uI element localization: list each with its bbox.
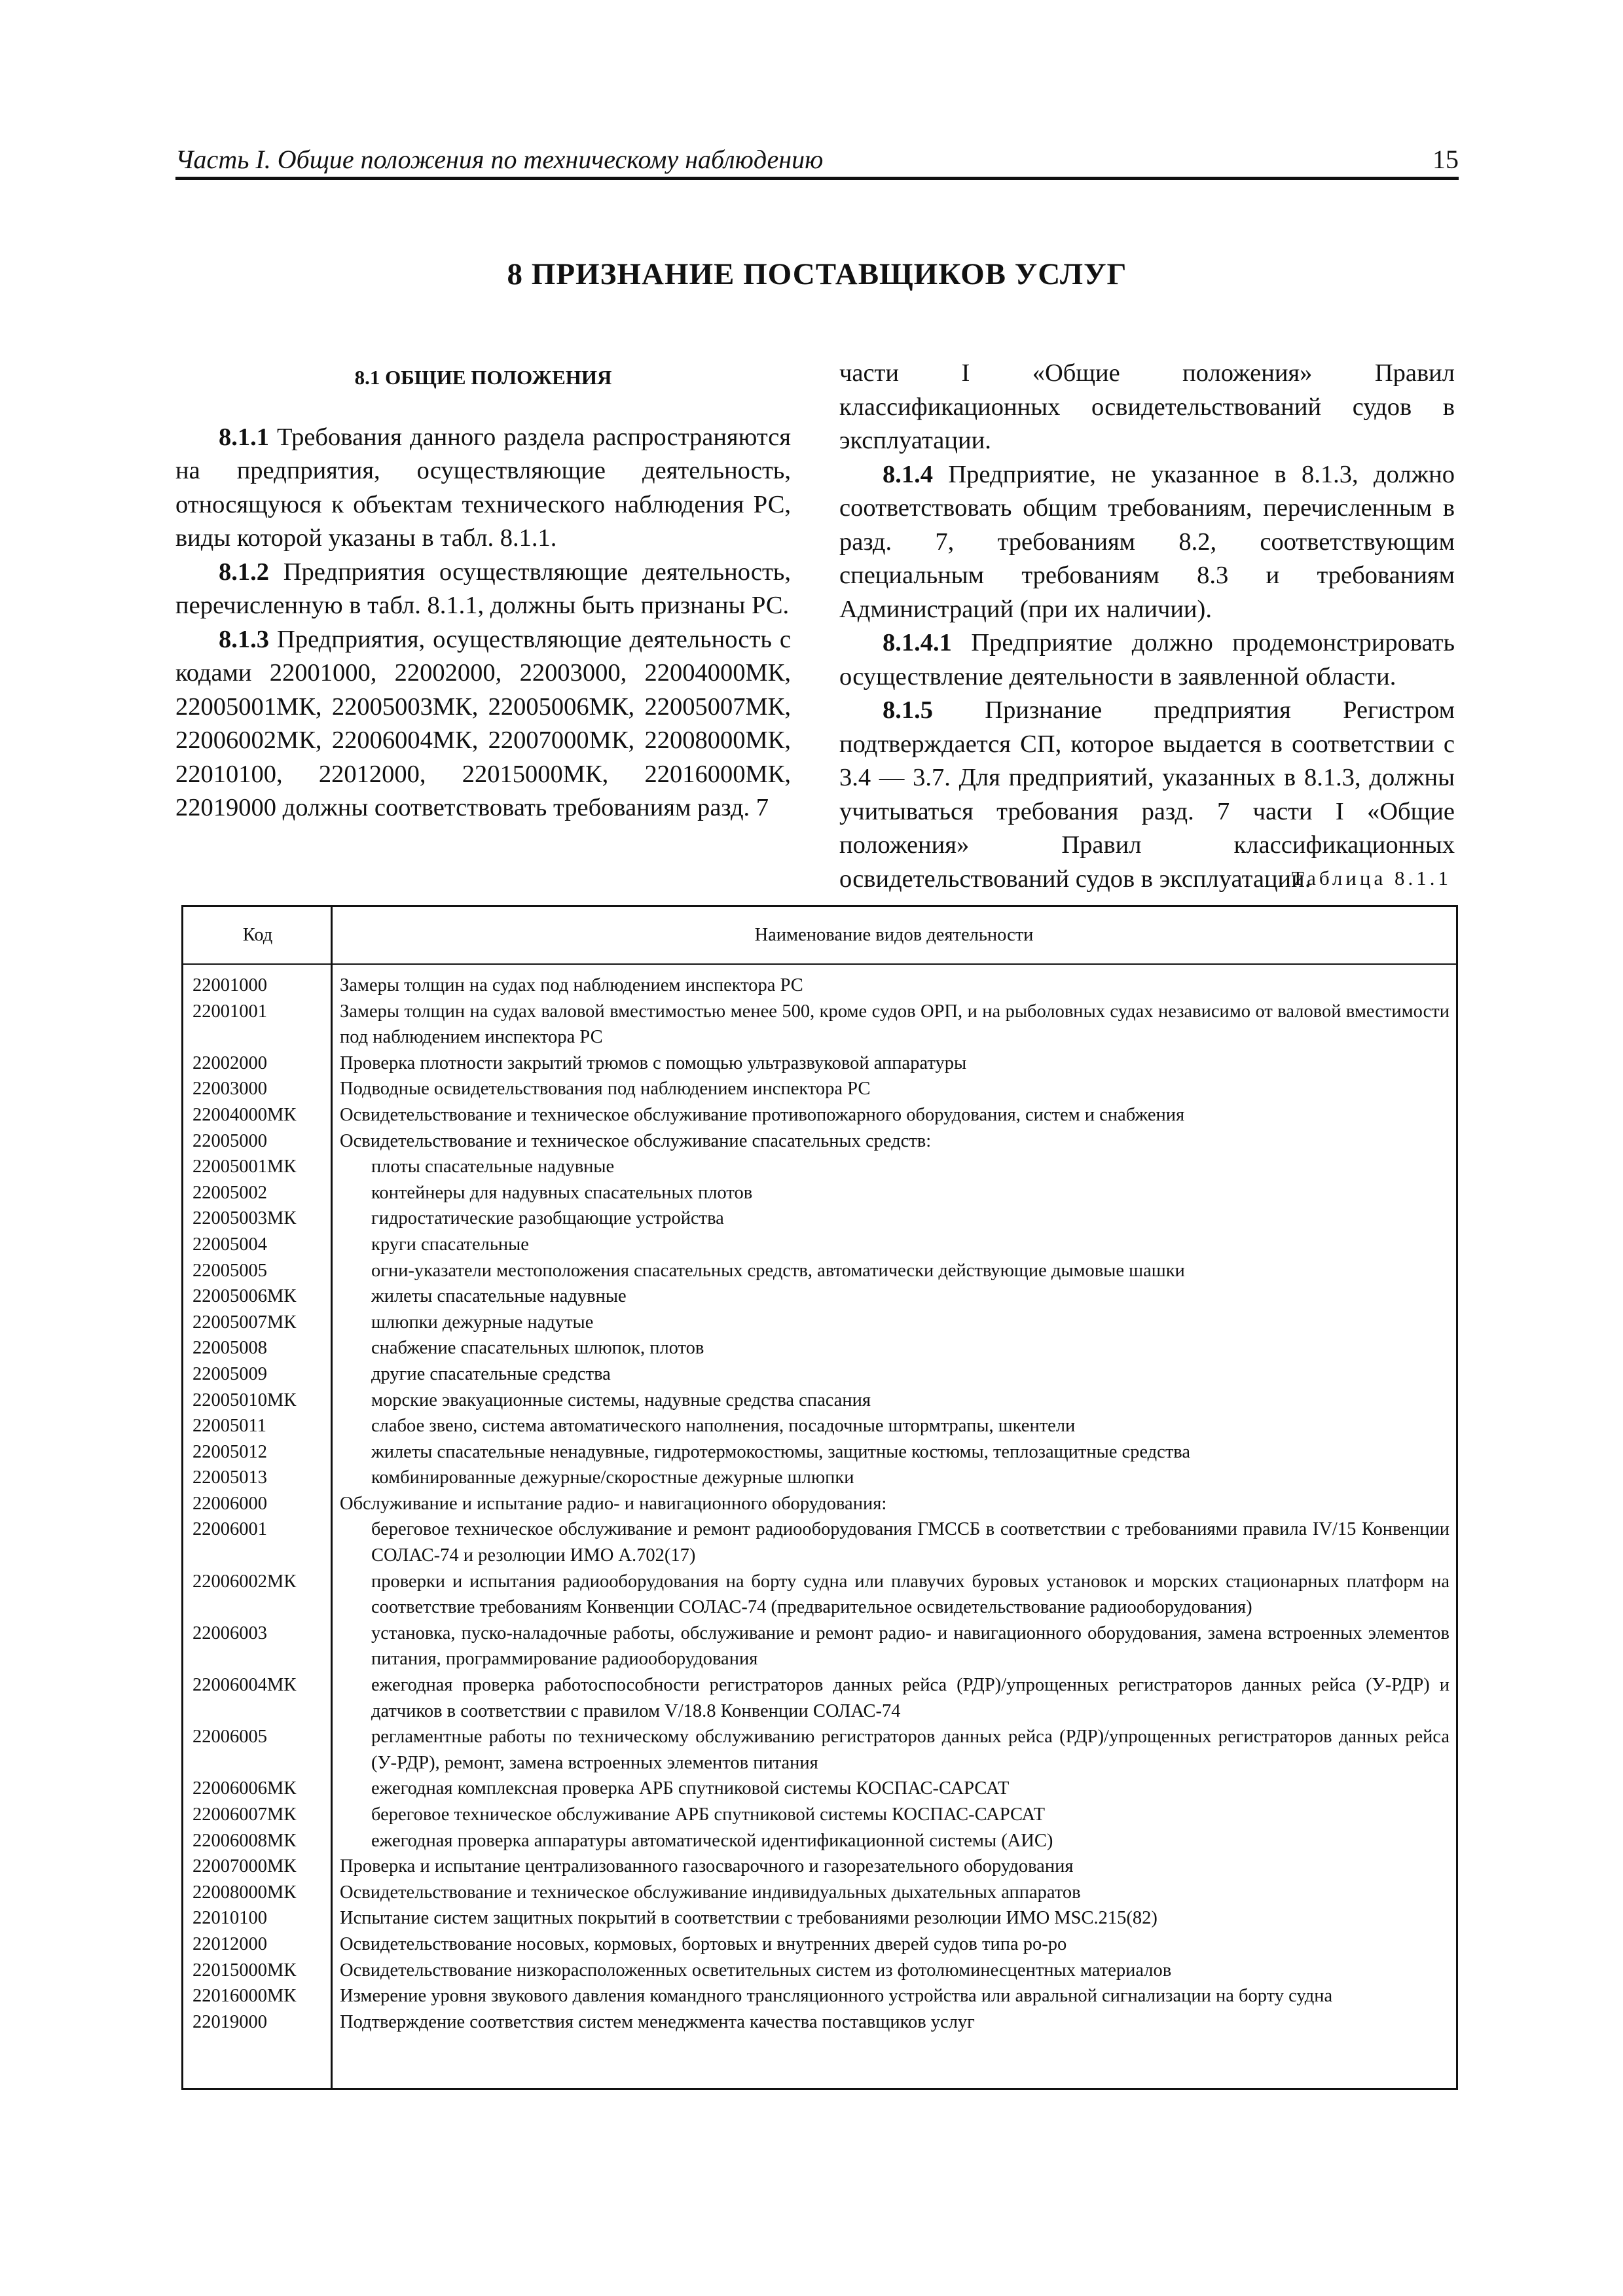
chapter-title: 8 ПРИЗНАНИЕ ПОСТАВЩИКОВ УСЛУГ (507, 257, 1127, 291)
table-row (183, 1802, 1456, 1828)
table-row (183, 1310, 1456, 1336)
activity-name: контейнеры для надувных спасательных плотов (371, 1182, 753, 1203)
activity-code: 22006004МК (192, 1675, 297, 1696)
activity-code: 22005008 (192, 1338, 267, 1359)
activity-code: 22005007МК (192, 1312, 297, 1333)
activity-code: 22005009 (192, 1363, 267, 1384)
table-row (183, 1905, 1456, 1931)
text-column-left (175, 357, 791, 825)
activity-name: установка, пуско-наладочные работы, обслуживание и ремонт радио- и навигационного оборудования, замена встроенных элементов питания, программирование радиооборудования (371, 1623, 1450, 1670)
activity-code: 22008000МК (192, 1882, 297, 1903)
table-row (183, 1672, 1456, 1724)
activity-name: другие спасательные средства (371, 1363, 611, 1384)
activity-code: 22001000 (192, 975, 267, 996)
activity-code: 22006007МК (192, 1804, 297, 1825)
activity-name: Проверка плотности закрытий трюмов с помощью ультразвуковой аппаратуры (340, 1052, 967, 1073)
paragraph-text: Предприятие, не указанное в 8.1.3, должно соответствовать общим требованиям, перечисленным в разд. 7, требованиям 8.2, соответствующим специальным требованиям 8.3 и требованиям Администраций (при их наличии). (839, 460, 1455, 623)
activity-name: береговое техническое обслуживание и ремонт радиооборудования ГМССБ в соответствии с требованиями правила IV/15 Конвенции СОЛАС-74 и резолюции ИМО А.702(17) (371, 1519, 1450, 1566)
table-row (183, 1413, 1456, 1439)
activity-name: круги спасательные (371, 1234, 529, 1255)
table-row (183, 1050, 1456, 1077)
activity-name: огни-указатели местоположения спасательных средств, автоматически действующие дымовые шашки (371, 1260, 1185, 1281)
activity-name: Замеры толщин на судах валовой вместимостью менее 500, кроме судов ОРП, и на рыболовных судах независимо от валовой вместимости под наблюдением инспектора РС (340, 1001, 1450, 1048)
table-row (183, 1128, 1456, 1155)
page-number: 15 (1432, 145, 1459, 174)
table-row (183, 1335, 1456, 1361)
table-row (183, 1724, 1456, 1776)
table-caption: Таблица 8.1.1 (1291, 867, 1451, 889)
activity-name: Освидетельствование и техническое обслуживание противопожарного оборудования, систем и снабжения (340, 1104, 1185, 1125)
table-row (183, 973, 1456, 999)
activity-code: 22006003 (192, 1623, 267, 1643)
table-row (183, 1206, 1456, 1232)
activity-code: 22005012 (192, 1441, 267, 1462)
activity-name: жилеты спасательные надувные (371, 1286, 627, 1307)
activity-code: 22001001 (192, 1001, 267, 1022)
activity-name: Обслуживание и испытание радио- и навигационного оборудования: (340, 1493, 887, 1514)
activity-name: гидростатические разобщающие устройства (371, 1208, 724, 1229)
clause-number: 8.1.3 (219, 625, 269, 653)
paragraph-8-1-1 (175, 421, 791, 556)
activity-code: 22003000 (192, 1079, 267, 1100)
activity-name: жилеты спасательные ненадувные, гидротермокостюмы, защитные костюмы, теплозащитные средства (371, 1441, 1191, 1462)
table-row (183, 1621, 1456, 1672)
activity-code: 22005003МК (192, 1208, 297, 1229)
activity-code: 22005000 (192, 1130, 267, 1151)
activity-code: 22010100 (192, 1908, 267, 1929)
paragraph-text: Предприятия осуществляющие деятельность, перечисленную в табл. 8.1.1, должны быть признаны РС. (175, 558, 791, 619)
table-row (183, 1154, 1456, 1180)
activity-name: ежегодная комплексная проверка АРБ спутниковой системы КОСПАС-САРСАТ (371, 1778, 1010, 1799)
activity-name: проверки и испытания радиооборудования на борту судна или плавучих буровых установок и морских стационарных платформ на соответствие требованиям Конвенции СОЛАС-74 (предварительное освидетельствование радиооборудования) (371, 1571, 1450, 1618)
paragraph-8-1-4 (839, 458, 1455, 627)
table-row (183, 1388, 1456, 1414)
table-row (183, 1491, 1456, 1517)
paragraph-8-1-4-1 (839, 626, 1455, 694)
table-row (183, 1569, 1456, 1621)
table-row (183, 1880, 1456, 1906)
activity-code: 22005004 (192, 1234, 267, 1255)
clause-number: 8.1.4 (883, 460, 933, 488)
activity-name: Измерение уровня звукового давления командного трансляционного устройства или авральной сигнализации на борту судна (340, 1986, 1333, 2007)
paragraph-8-1-5 (839, 694, 1455, 896)
activity-name: комбинированные дежурные/скоростные дежурные шлюпки (371, 1467, 854, 1488)
activity-name: Замеры толщин на судах под наблюдением инспектора РС (340, 975, 803, 996)
activity-code: 22006005 (192, 1727, 267, 1748)
paragraph-8-1-3 (175, 623, 791, 825)
table-row (183, 999, 1456, 1050)
text-column-right (839, 357, 1455, 896)
activity-code: 22006006МК (192, 1778, 297, 1799)
activity-code: 22005006МК (192, 1286, 297, 1307)
activity-name: Освидетельствование носовых, кормовых, бортовых и внутренних дверей судов типа ро-ро (340, 1933, 1067, 1954)
activity-codes-table (181, 905, 1458, 2090)
header-divider (183, 963, 1456, 965)
table-body (183, 973, 1456, 2035)
table-row (183, 1465, 1456, 1491)
paragraph-text: Признание предприятия Регистром подтверждается СП, которое выдается в соответствии с 3.4 — 3.7. Для предприятий, указанных в 8.1.3, должны учитываться требования разд. 7 части I «Общие положения» Правил классификационных освидетельствований судов в эксплуатации. (839, 696, 1455, 893)
activity-code: 22006000 (192, 1493, 267, 1514)
activity-name: Освидетельствование и техническое обслуживание спасательных средств: (340, 1130, 932, 1151)
table-row (183, 1361, 1456, 1388)
activity-code: 22005013 (192, 1467, 267, 1488)
table-row (183, 2009, 1456, 2036)
table-row (183, 1232, 1456, 1258)
table-row (183, 1102, 1456, 1128)
table-row (183, 1516, 1456, 1568)
activity-code: 22005010МК (192, 1390, 297, 1410)
clause-number: 8.1.5 (883, 696, 933, 724)
paragraph-text: Предприятие должно продемонстрировать осуществление деятельности в заявленной области. (839, 629, 1455, 691)
activity-name: слабое звено, система автоматического наполнения, посадочные штормтрапы, шкентели (371, 1416, 1076, 1437)
paragraph-text: Предприятия, осуществляющие деятельность с кодами 22001000, 22002000, 22003000, 22004000МК, 22005001МК, 22005003МК, 22005006МК, 22005007МК, 22006002МК, 22006004МК, 22007000МК, 22008000МК, 22010100, 22012000, 22015000МК, 22016000МК, 22019000 должны соответствовать требованиям разд. 7 (175, 625, 791, 821)
activity-name: Освидетельствование низкорасположенных осветительных систем из фотолюминесцентных материалов (340, 1960, 1172, 1981)
running-title: Часть I. Общие положения по техническому наблюдению (175, 145, 824, 174)
table-row (183, 1854, 1456, 1880)
table-row (183, 1439, 1456, 1465)
column-header-activity-name: Наименование видов деятельности (754, 925, 1034, 945)
table-row (183, 1983, 1456, 2009)
page-header (175, 144, 1459, 181)
paragraph-text: Требования данного раздела распространяются на предприятия, осуществляющие деятельность, относящуюся к объектам технического наблюдения РС, виды которой указаны в табл. 8.1.1. (175, 423, 791, 552)
section-title: 8.1 ОБЩИЕ ПОЛОЖЕНИЯ (354, 366, 612, 389)
table-row (183, 1076, 1456, 1102)
activity-code: 22012000 (192, 1933, 267, 1954)
column-header-code: Код (242, 925, 273, 945)
activity-name: шлюпки дежурные надутые (371, 1312, 594, 1333)
activity-name: снабжение спасательных шлюпок, плотов (371, 1338, 704, 1359)
activity-code: 22005001МК (192, 1157, 297, 1177)
clause-number: 8.1.2 (219, 558, 269, 586)
activity-code: 22006002МК (192, 1571, 297, 1592)
table-row (183, 1828, 1456, 1854)
activity-name: регламентные работы по техническому обслуживанию регистраторов данных рейса (РДР)/упрощенных регистраторов данных рейса (У-РДР), ремонт, замена встроенных элементов питания (371, 1727, 1450, 1773)
activity-code: 22007000МК (192, 1856, 297, 1877)
activity-name: морские эвакуационные системы, надувные средства спасания (371, 1390, 871, 1410)
activity-code: 22006008МК (192, 1830, 297, 1851)
table-row (183, 1258, 1456, 1284)
activity-code: 22019000 (192, 2011, 267, 2032)
table-row (183, 1180, 1456, 1206)
activity-name: ежегодная проверка аппаратуры автоматической идентификационной системы (АИС) (371, 1830, 1053, 1851)
clause-number: 8.1.4.1 (883, 629, 952, 656)
activity-code: 22005002 (192, 1182, 267, 1203)
activity-code: 22005011 (192, 1416, 266, 1437)
activity-code: 22005005 (192, 1260, 267, 1281)
activity-name: плоты спасательные надувные (371, 1157, 615, 1177)
clause-number: 8.1.1 (219, 423, 269, 451)
activity-name: ежегодная проверка работоспособности регистраторов данных рейса (РДР)/упрощенных регистраторов данных рейса (У-РДР) и датчиков в соответствии с правилом V/18.8 Конвенции СОЛАС-74 (371, 1675, 1450, 1721)
activity-name: Проверка и испытание централизованного газосварочного и газорезательного оборудования (340, 1856, 1074, 1877)
activity-code: 22015000МК (192, 1960, 297, 1981)
table-row (183, 1283, 1456, 1310)
table-row (183, 1931, 1456, 1958)
activity-name: Испытание систем защитных покрытий в соответствии с требованиями резолюции ИМО MSC.215(82) (340, 1908, 1158, 1929)
activity-name: Подтверждение соответствия систем менеджмента качества поставщиков услуг (340, 2011, 975, 2032)
activity-code: 22006001 (192, 1519, 267, 1540)
header-rule (175, 177, 1459, 180)
activity-code: 22016000МК (192, 1986, 297, 2007)
activity-name: береговое техническое обслуживание АРБ спутниковой системы КОСПАС-САРСАТ (371, 1804, 1046, 1825)
activity-name: Подводные освидетельствования под наблюдением инспектора РС (340, 1079, 871, 1100)
table-row (183, 1776, 1456, 1802)
paragraph-8-1-2 (175, 556, 791, 623)
paragraph-8-1-3-continued: части I «Общие положения» Правил классификационных освидетельствований судов в эксплуатации. (839, 359, 1455, 454)
activity-code: 22002000 (192, 1052, 267, 1073)
activity-name: Освидетельствование и техническое обслуживание индивидуальных дыхательных аппаратов (340, 1882, 1081, 1903)
table-row (183, 1958, 1456, 1984)
activity-code: 22004000МК (192, 1104, 297, 1125)
